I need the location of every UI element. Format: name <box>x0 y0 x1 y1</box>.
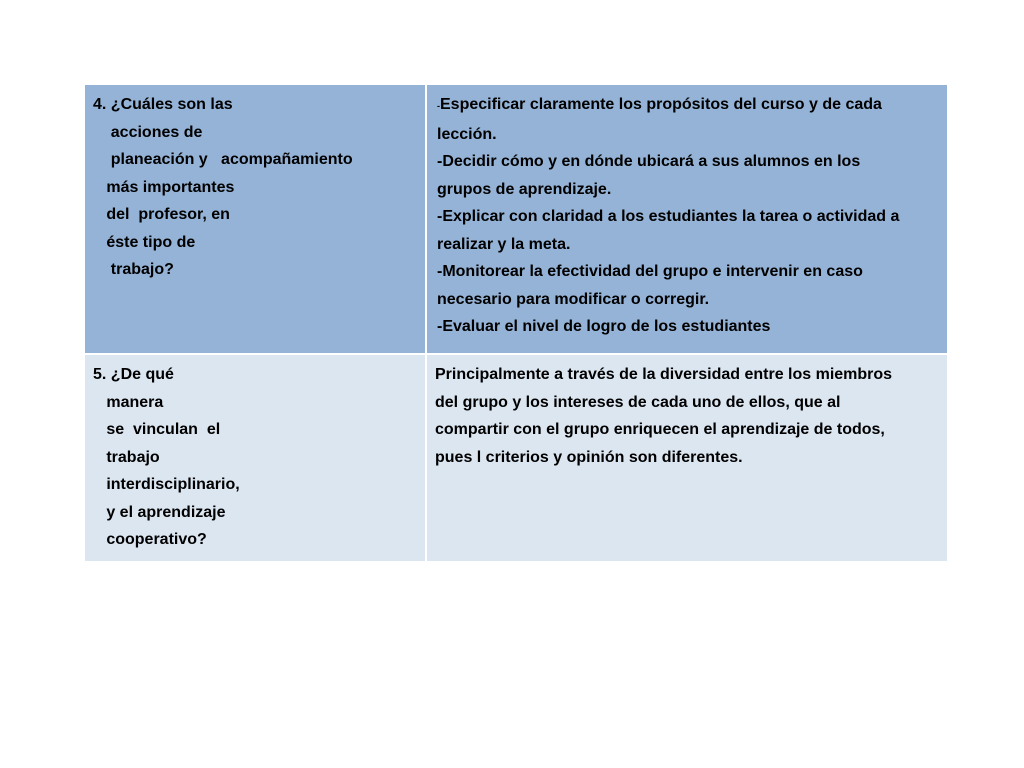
question-line: más importantes <box>93 178 235 196</box>
question-line: trabajo? <box>93 261 174 278</box>
answer-line: compartir con el grupo enriquecen el aprendizaje de todos, <box>435 421 885 438</box>
answer-line: necesario para modificar o corregir. <box>437 290 710 308</box>
answer-line: pues l criterios y opinión son diferentes. <box>435 448 743 466</box>
answer-line: -Explicar con claridad a los estudiantes la tarea o actividad a <box>437 208 900 225</box>
answer-line: -Monitorear la efectividad del grupo e intervenir en caso <box>437 263 863 280</box>
answer-line: grupos de aprendizaje. <box>437 180 612 198</box>
answer-line: realizar y la meta. <box>437 235 571 253</box>
question-cell-5 <box>85 355 425 561</box>
question-line: acciones de <box>93 123 203 141</box>
question-line: 5. ¿De qué <box>93 366 174 383</box>
question-line: y el aprendizaje <box>93 503 226 521</box>
answer-dash: - <box>437 101 440 111</box>
question-line: trabajo <box>93 448 160 466</box>
answer-line: -Evaluar el nivel de logro de los estudiantes <box>437 318 771 335</box>
question-line: manera <box>93 393 164 411</box>
answer-line: del grupo y los intereses de cada uno de ellos, que al <box>435 393 841 411</box>
answer-line: -Decidir cómo y en dónde ubicará a sus alumnos en los <box>437 153 861 170</box>
question-line: del profesor, en <box>93 206 230 223</box>
qa-table <box>85 85 947 561</box>
question-line: planeación y acompañamiento <box>93 151 353 168</box>
question-line: cooperativo? <box>93 531 207 548</box>
answer-cell-5 <box>427 355 947 561</box>
answer-line: lección. <box>437 125 497 143</box>
question-line: interdisciplinario, <box>93 476 240 493</box>
answer-line: Principalmente a través de la diversidad entre los miembros <box>435 366 893 383</box>
answer-line <box>437 91 937 121</box>
question-cell-4 <box>85 85 425 353</box>
table-row <box>85 355 947 561</box>
question-line: éste tipo de <box>93 233 196 251</box>
question-line: se vinculan el <box>93 421 221 438</box>
table-row <box>85 85 947 353</box>
answer-cell-4 <box>427 85 947 353</box>
question-line: 4. ¿Cuáles son las <box>93 96 233 113</box>
answer-line-text: Especificar claramente los propósitos del curso y de cada <box>440 96 882 113</box>
